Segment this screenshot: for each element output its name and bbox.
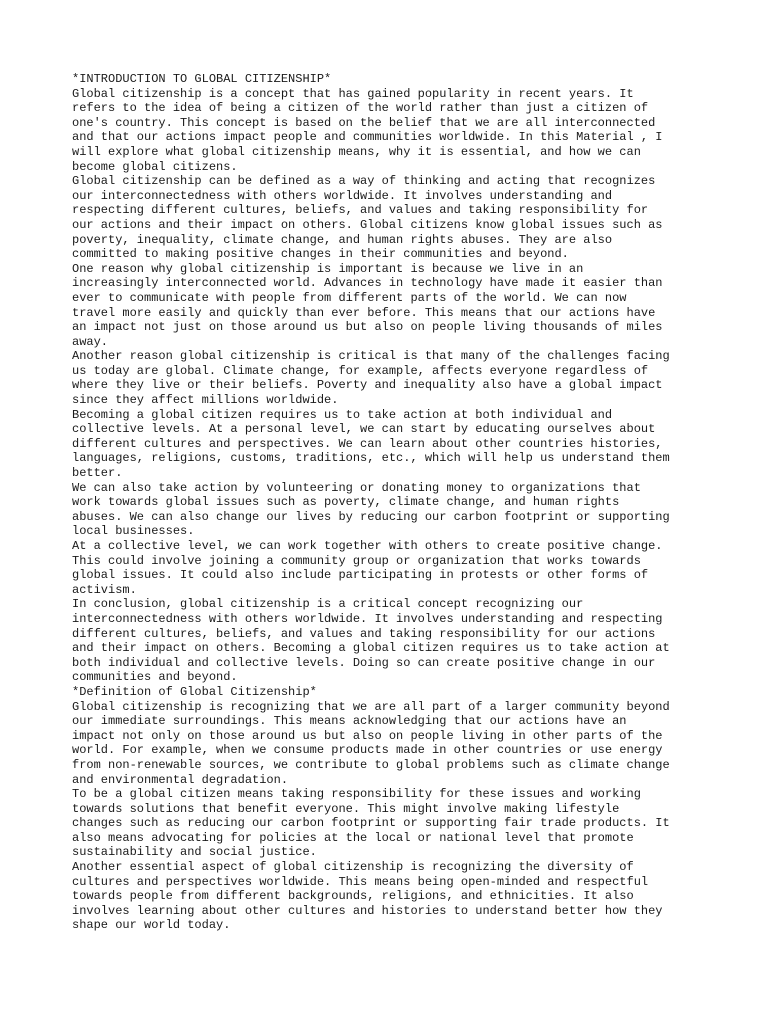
text-line: involves learning about other cultures and histories to understand better how they [72,903,663,918]
text-line: us today are global. Climate change, for example, affects everyone regardless of [72,363,649,378]
text-line: world. For example, when we consume products made in other countries or use energy [72,743,663,758]
text-line: our immediate surroundings. This means acknowledging that our actions have an [72,714,627,729]
text-line: collective levels. At a personal level, we can start by educating ourselves about [72,422,656,437]
text-line: sustainability and social justice. [72,845,317,860]
text-line: towards solutions that benefit everyone. This might involve making lifestyle [72,801,620,816]
text-line: and their impact on others. Becoming a global citizen requires us to take action at [72,641,670,656]
text-line: travel more easily and quickly than ever before. This means that our actions have [72,305,656,320]
text-line: interconnectedness with others worldwide. It involves understanding and respecting [72,611,663,626]
text-line: ever to communicate with people from different parts of the world. We can now [72,290,627,305]
text-line: become global citizens. [72,159,238,174]
document-body [72,72,712,933]
text-line: away. [72,334,109,349]
text-line: since they affect millions worldwide. [72,393,339,408]
text-line: communities and beyond. [72,670,238,685]
document-page [72,72,712,933]
text-line: This could involve joining a community group or organization that works towards [72,553,641,568]
text-line: changes such as reducing our carbon footprint or supporting fair trade products. It [72,816,670,831]
text-line: different cultures and perspectives. We can learn about other countries histories, [72,436,663,451]
text-line: our interconnectedness with others worldwide. It involves understanding and [72,188,613,203]
text-line: Global citizenship can be defined as a way of thinking and acting that recognizes [72,174,656,189]
text-line: from non-renewable sources, we contribute to global problems such as climate change [72,757,670,772]
text-line: our actions and their impact on others. Global citizens know global issues such as [72,217,663,232]
text-line: abuses. We can also change our lives by reducing our carbon footprint or supporting [72,509,670,524]
text-line: shape our world today. [72,918,231,933]
text-line: Global citizenship is recognizing that we are all part of a larger community beyond [72,699,670,714]
text-line: one's country. This concept is based on the belief that we are all interconnected [72,115,656,130]
text-line: will explore what global citizenship means, why it is essential, and how we can [72,144,641,159]
text-line: Another reason global citizenship is critical is that many of the challenges facing [72,349,670,364]
text-line: We can also take action by volunteering or donating money to organizations that [72,480,641,495]
section-heading-definition: *Definition of Global Citizenship* [72,684,317,699]
section-heading-introduction: *INTRODUCTION TO GLOBAL CITIZENSHIP* [72,72,332,86]
text-line: cultures and perspectives worldwide. This means being open-minded and respectful [72,874,649,889]
text-line: local businesses. [72,524,195,539]
text-line: At a collective level, we can work together with others to create positive change. [72,539,663,553]
text-line: Becoming a global citizen requires us to take action at both individual and [72,407,613,422]
text-line: In conclusion, global citizenship is a critical concept recognizing our [72,597,584,612]
text-line: better. [72,466,123,481]
text-line: Global citizenship is a concept that has gained popularity in recent years. It [72,86,634,101]
text-line: and environmental degradation. [72,772,289,787]
text-line: different cultures, beliefs, and values and taking responsibility for our actions [72,626,656,641]
text-line: To be a global citizen means taking responsibility for these issues and working [72,787,641,802]
text-line: respecting different cultures, beliefs, and values and taking responsibility for [72,203,649,218]
text-line: languages, religions, customs, traditions, etc., which will help us understand them [72,451,670,466]
text-line: impact not only on those around us but also on people living in other parts of the [72,728,663,743]
text-line: One reason why global citizenship is important is because we live in an [72,261,584,276]
text-line: refers to the idea of being a citizen of the world rather than just a citizen of [72,101,649,116]
text-line: increasingly interconnected world. Advances in technology have made it easier than [72,276,663,291]
text-line: work towards global issues such as poverty, climate change, and human rights [72,495,620,510]
text-line: an impact not just on those around us but also on people living thousands of miles [72,320,663,335]
text-line: and that our actions impact people and communities worldwide. In this Material , I [72,130,663,145]
text-line: also means advocating for policies at the local or national level that promote [72,830,634,845]
text-line: Another essential aspect of global citizenship is recognizing the diversity of [72,860,634,875]
text-line: both individual and collective levels. Doing so can create positive change in our [72,655,656,670]
text-line: committed to making positive changes in their communities and beyond. [72,247,569,262]
text-line: activism. [72,582,137,597]
text-line: towards people from different backgrounds, religions, and ethnicities. It also [72,889,634,904]
text-line: where they live or their beliefs. Poverty and inequality also have a global impact [72,378,663,393]
text-line: global issues. It could also include participating in protests or other forms of [72,568,649,583]
text-line: poverty, inequality, climate change, and human rights abuses. They are also [72,232,613,247]
